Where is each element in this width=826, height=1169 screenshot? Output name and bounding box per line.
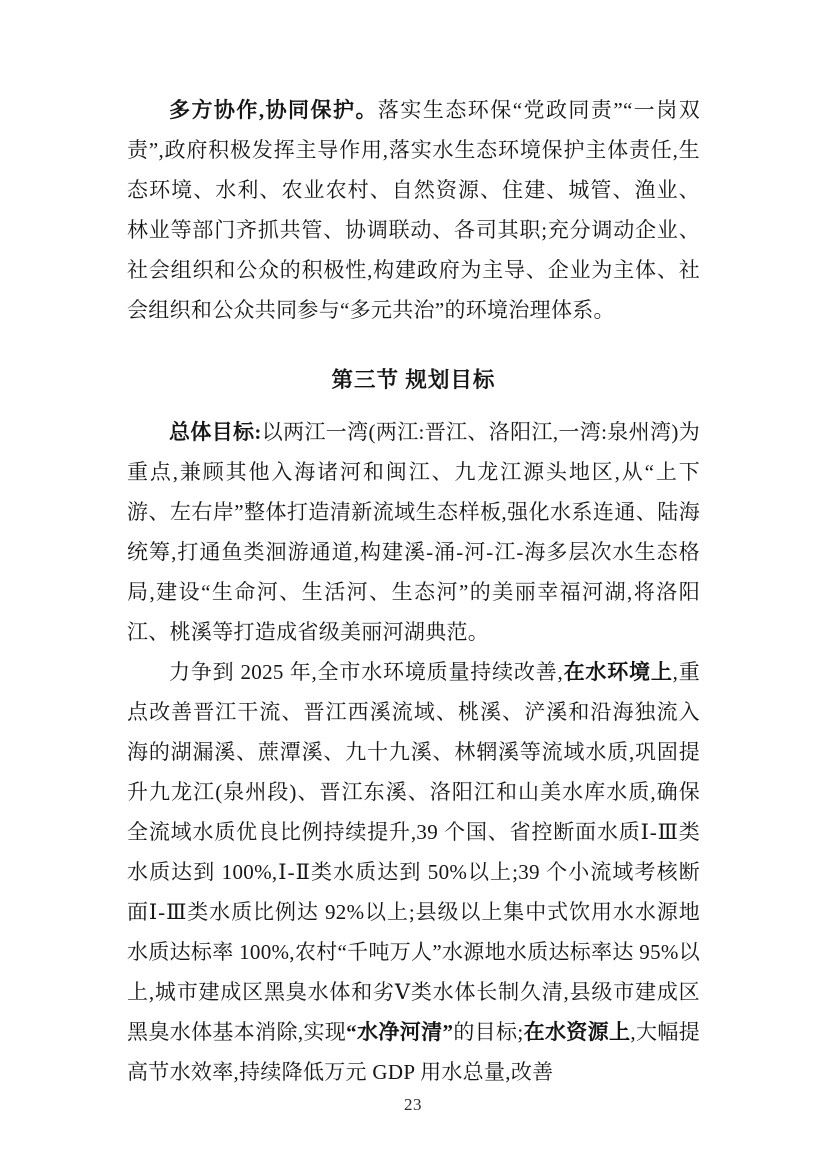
emphasis-text: “水净河清” xyxy=(346,1020,454,1044)
body-text-run: 落实生态环保“党政同责”“一岗双责”,政府积极发挥主导作用,落实水生态环境保护主体责任,生态环境、水利、农业农村、自然资源、住建、城管、渔业、林业等部门齐抓共管、协调联动、各司其职;充分调动企业、社会组织和公众的积极性,构建政府为主导、企业为主体、社会组织和公众共同参与“多元共治”的环境治理体系。 xyxy=(127,98,701,322)
body-text-run: ,大幅提高节水效率,持续降低万元 GDP 用水总量,改善 xyxy=(127,1020,700,1084)
page-number: 23 xyxy=(404,1095,422,1114)
emphasis-text: 总体目标: xyxy=(169,420,262,444)
body-text-run: ,重点改善晋江干流、晋江西溪流域、桃溪、浐溪和沿海独流入海的湖漏溪、蔗潭溪、九十九溪、林辋溪等流域水质,巩固提升九龙江(泉州段)、晋江东溪、洛阳江和山美水库水质,确保全流域水质优良比例持续提升,39 个国、省控断面水质Ⅰ-Ⅲ类水质达到 100%,Ⅰ-Ⅱ类水质达到 50%以上;39 个小流域考核断面Ⅰ-Ⅲ类水质比例达 92%以上;县级以上集中式饮用水水源地水质达标率 100%,农村“千吨万人”水源地水质达标率达 95%以上,城市建成区黑臭水体和劣Ⅴ类水体长制久清,县级市建成区黑臭水体基本消除,实现 xyxy=(127,660,701,1044)
section-heading: 第三节 规划目标 xyxy=(331,368,496,392)
body-text-run: 的目标; xyxy=(453,1020,524,1044)
emphasis-text: 在水资源上 xyxy=(523,1020,631,1044)
emphasis-text: 多方协作,协同保护。 xyxy=(169,98,378,122)
paragraph-overall-goal xyxy=(127,412,700,652)
paragraph-multi-party-cooperation xyxy=(127,90,700,330)
body-text-run: 以两江一湾(两江:晋江、洛阳江,一湾:泉州湾)为重点,兼顾其他入海诸河和闽江、九龙江源头地区,从“上下游、左右岸”整体打造清新流域生态样板,强化水系连通、陆海统筹,打通鱼类洄游通道,构建溪-涌-河-江-海多层次水生态格局,建设“生命河、生活河、生态河”的美丽幸福河湖,将洛阳江、桃溪等打造成省级美丽河湖典范。 xyxy=(127,420,700,644)
emphasis-text: 在水环境上 xyxy=(563,660,673,684)
body-text-run: 力争到 2025 年,全市水环境质量持续改善, xyxy=(169,660,564,684)
paragraph-2025-targets xyxy=(127,652,700,1092)
document-body xyxy=(127,90,700,1092)
